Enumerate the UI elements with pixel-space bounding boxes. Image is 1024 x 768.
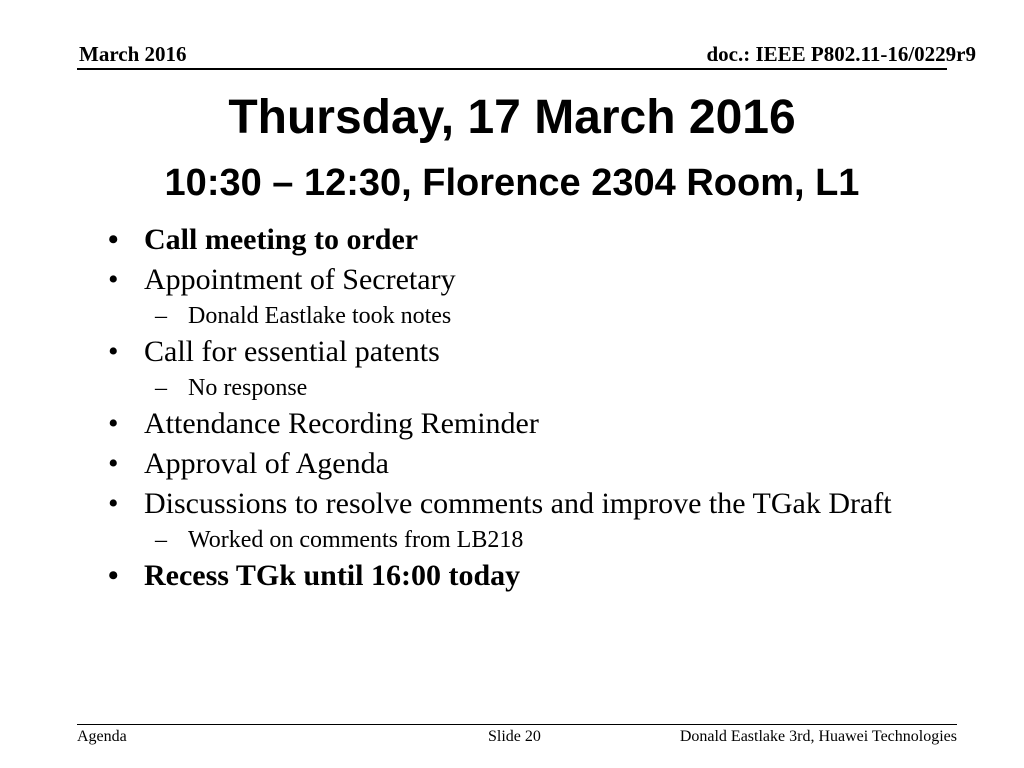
agenda-item-text: Discussions to resolve comments and improve the TGak Draft	[144, 487, 892, 520]
slide-number: Slide 20	[488, 728, 541, 745]
agenda-item	[100, 264, 940, 296]
agenda-subitem	[100, 526, 940, 554]
dash-icon: –	[155, 303, 167, 329]
agenda-list	[100, 224, 940, 600]
agenda-item-text: Call for essential patents	[144, 335, 440, 368]
bullet-icon: •	[108, 487, 119, 520]
agenda-item	[100, 448, 940, 480]
agenda-item-text: Approval of Agenda	[144, 447, 389, 480]
agenda-item-text: Recess TGk until 16:00 today	[144, 559, 521, 592]
bullet-icon: •	[108, 263, 119, 296]
footer-divider	[77, 724, 957, 725]
agenda-subitem-text: Worked on comments from LB218	[188, 527, 524, 553]
footer-section: Agenda	[77, 728, 127, 745]
bullet-icon: •	[108, 559, 119, 592]
agenda-item	[100, 408, 940, 440]
agenda-item	[100, 488, 940, 520]
agenda-item	[100, 224, 940, 256]
header-date: March 2016	[79, 42, 187, 66]
bullet-icon: •	[108, 447, 119, 480]
header-doc-id: doc.: IEEE P802.11-16/0229r9	[706, 42, 976, 66]
agenda-subitem-text: Donald Eastlake took notes	[188, 303, 452, 329]
bullet-icon: •	[108, 223, 119, 256]
agenda-item-text: Attendance Recording Reminder	[144, 407, 539, 440]
footer-author: Donald Eastlake 3rd, Huawei Technologies	[679, 728, 957, 745]
agenda-subitem	[100, 302, 940, 330]
header-divider	[77, 68, 947, 70]
slide-title: Thursday, 17 March 2016	[228, 91, 796, 144]
agenda-item	[100, 336, 940, 368]
slide-subtitle: 10:30 – 12:30, Florence 2304 Room, L1	[164, 162, 860, 204]
agenda-subitem-text: No response	[188, 375, 308, 401]
bullet-icon: •	[108, 407, 119, 440]
agenda-subitem	[100, 374, 940, 402]
dash-icon: –	[155, 527, 167, 553]
bullet-icon: •	[108, 335, 119, 368]
agenda-item-text: Appointment of Secretary	[144, 263, 456, 296]
agenda-item	[100, 560, 940, 592]
agenda-item-text: Call meeting to order	[144, 223, 419, 256]
dash-icon: –	[155, 375, 167, 401]
